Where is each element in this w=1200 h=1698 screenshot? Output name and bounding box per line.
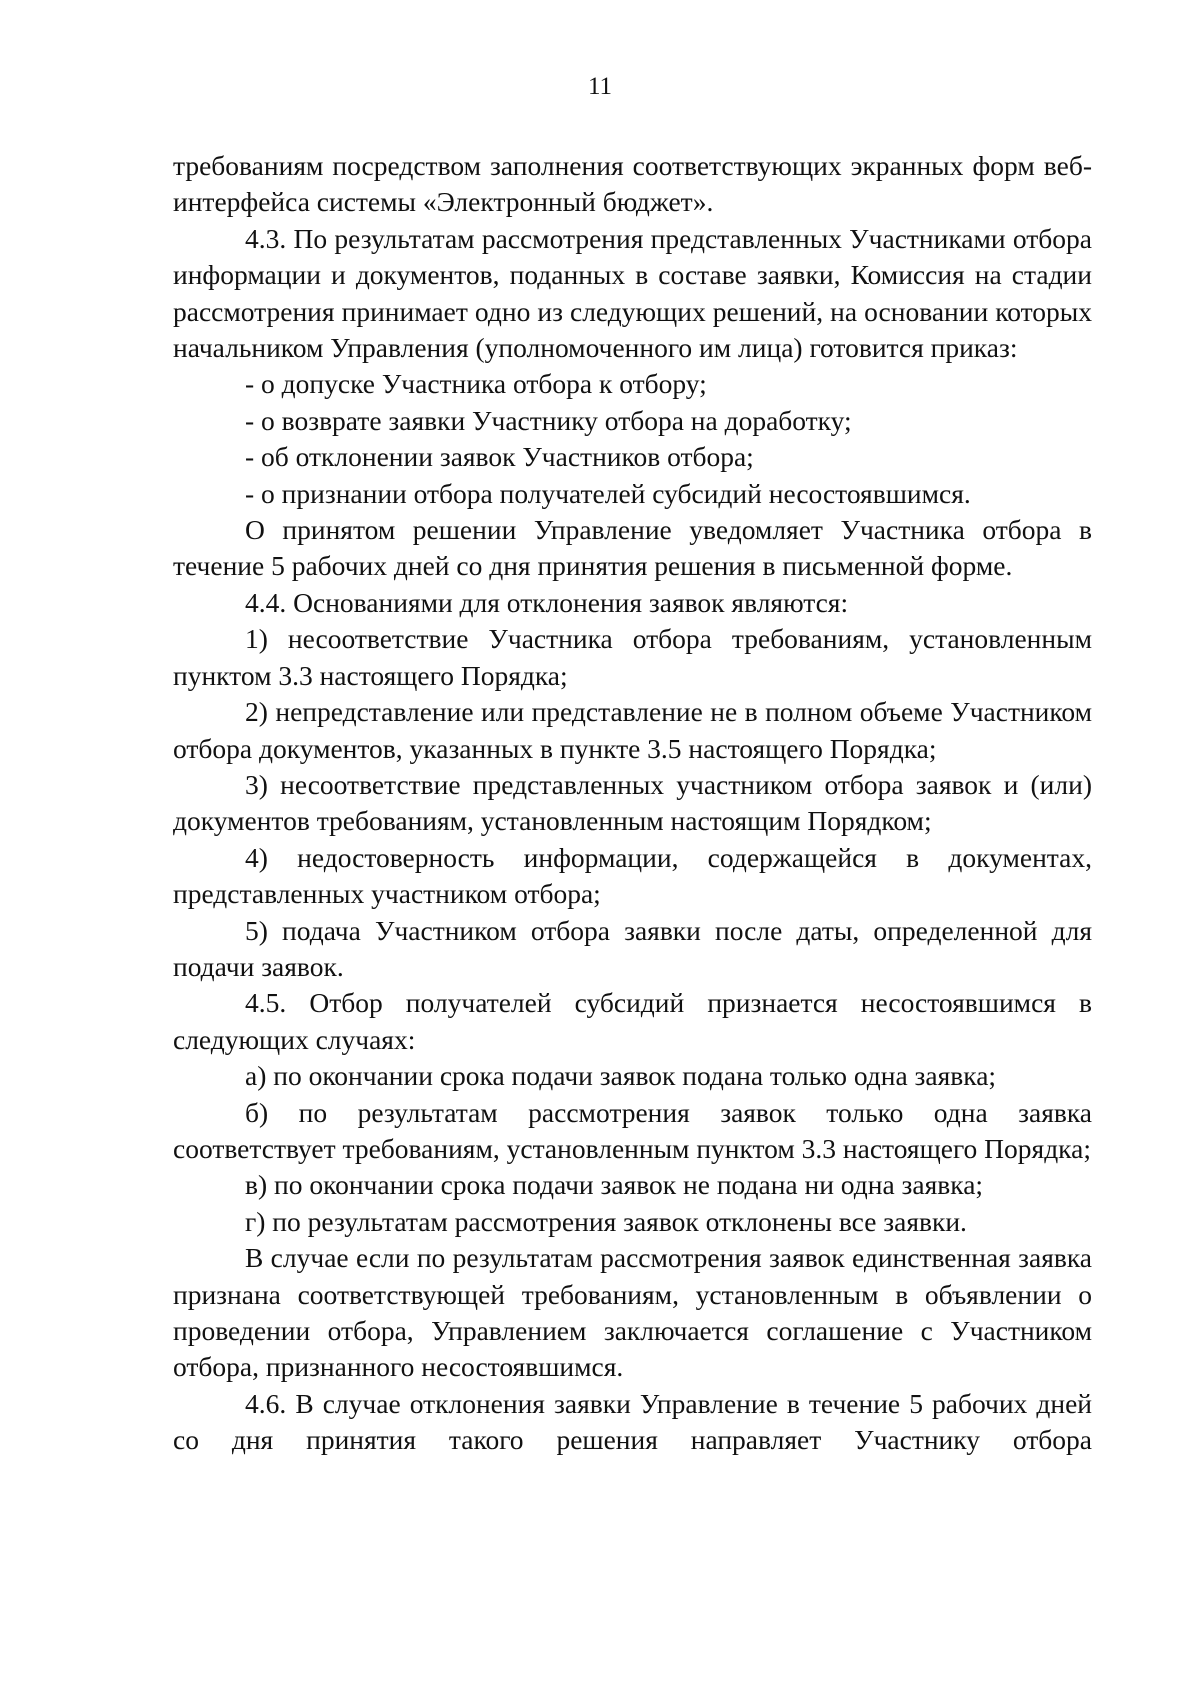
paragraph-7: О принятом решении Управление уведомляет Участника отбора в течение 5 рабочих дней со дня принятия решения в письменной форме. <box>173 514 1092 582</box>
paragraph-14: 4.5. Отбор получателей субсидий признается несостоявшимся в следующих случаях: <box>173 987 1092 1055</box>
paragraph-20: 4.6. В случае отклонения заявки Управление в течение 5 рабочих дней со дня принятия такого решения направляет Участнику отбора <box>173 1387 1092 1456</box>
page-number: 11 <box>587 73 613 100</box>
paragraph-9: 1) несоответствие Участника отбора требованиям, установленным пунктом 3.3 настоящего Порядка; <box>173 623 1092 691</box>
paragraph-16: б) по результатам рассмотрения заявок только одна заявка соответствует требованиям, установленным пунктом 3.3 настоящего Порядка; <box>173 1096 1092 1164</box>
paragraph-13: 5) подача Участником отбора заявки после даты, определенной для подачи заявок. <box>173 914 1092 982</box>
paragraph-10: 2) непредставление или представление не в полном объеме Участником отбора документов, указанных в пункте 3.5 настоящего Порядка; <box>173 696 1092 764</box>
paragraph-8: 4.4. Основаниями для отклонения заявок являются: <box>245 586 849 618</box>
paragraph-5: - об отклонении заявок Участников отбора; <box>245 441 754 473</box>
paragraph-19: В случае если по результатам рассмотрения заявок единственная заявка признана соответствующей требованиям, установленным в объявлении о проведении отбора, Управлением заключается соглашение с Участником отбора, признанного несостоявшимся. <box>173 1242 1092 1383</box>
paragraph-11: 3) несоответствие представленных участником отбора заявок и (или) документов требованиям, установленным настоящим Порядком; <box>173 768 1092 837</box>
paragraph-6: - о признании отбора получателей субсидий несостоявшимся. <box>245 477 971 509</box>
paragraph-15: а) по окончании срока подачи заявок подана только одна заявка; <box>245 1060 997 1092</box>
paragraph-1: требованиям посредством заполнения соответствующих экранных форм веб-интерфейса системы «Электронный бюджет». <box>173 150 1092 218</box>
paragraph-18: г) по результатам рассмотрения заявок отклонены все заявки. <box>245 1205 967 1237</box>
paragraph-4: - о возврате заявки Участнику отбора на доработку; <box>245 404 852 436</box>
paragraph-2: 4.3. По результатам рассмотрения представленных Участниками отбора информации и документов, поданных в составе заявки, Комиссия на стадии рассмотрения принимает одно из следующих решений, на основании которых начальником Управления (уполномоченного им лица) готовится приказ: <box>173 222 1092 364</box>
paragraph-12: 4) недостоверность информации, содержащейся в документах, представленных участником отбора; <box>173 841 1092 910</box>
paragraph-3: - о допуске Участника отбора к отбору; <box>245 368 707 400</box>
paragraph-17: в) по окончании срока подачи заявок не подана ни одна заявка; <box>245 1169 984 1201</box>
document-body <box>173 148 1092 1459</box>
